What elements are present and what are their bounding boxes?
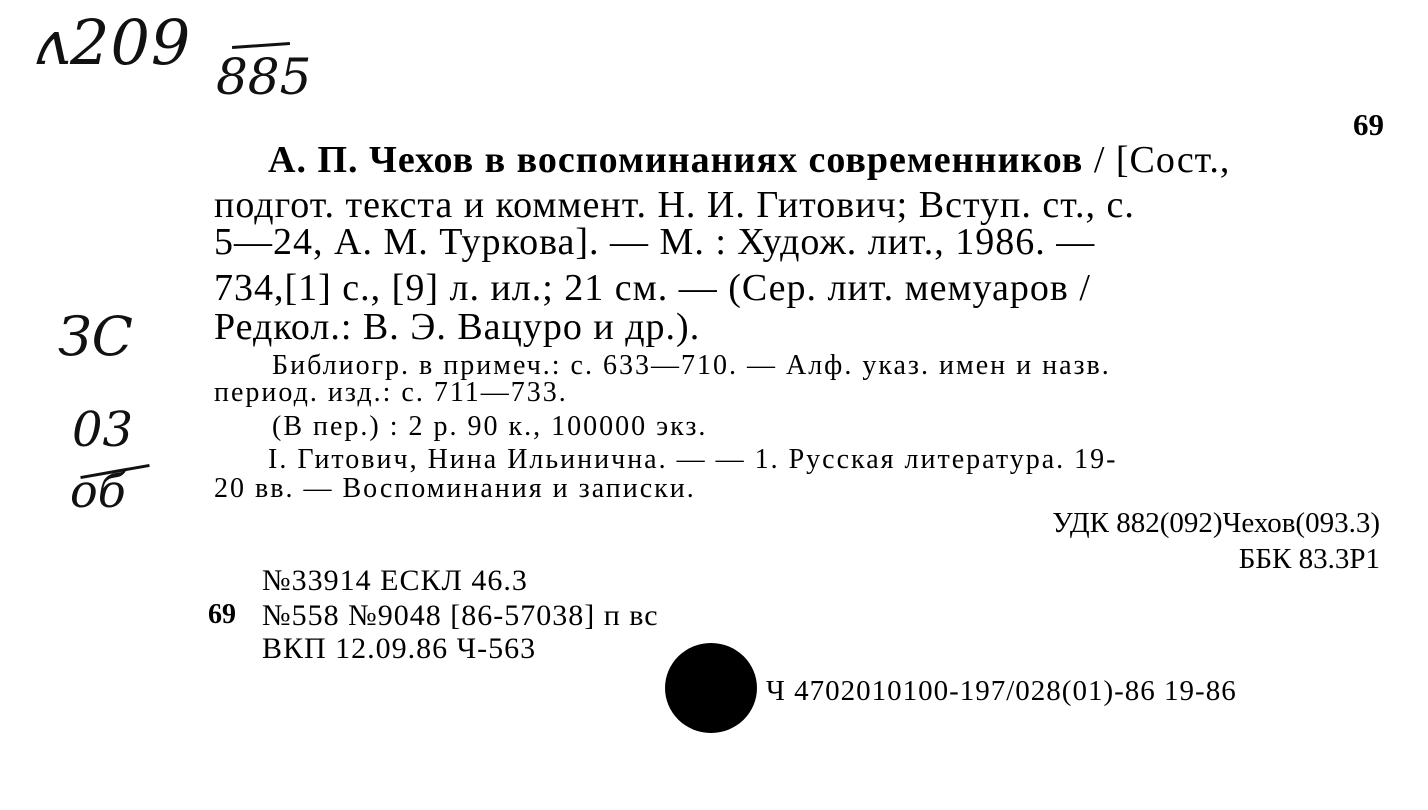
card-number: 69 xyxy=(1353,107,1384,142)
record-line: №558 №9048 [86-57038] п вс xyxy=(262,599,659,632)
tracing-line: I. Гитович, Нина Ильинична. — — 1. Русская литература. 19- xyxy=(268,444,1118,475)
isbn-line: Ч 4702010100-197/028(01)-86 19-86 xyxy=(766,675,1237,707)
title-line: 734,[1] с., [9] л. ил.; 21 см. — (Сер. лит. мемуаров / xyxy=(214,267,1091,309)
card-punch-hole xyxy=(665,643,757,733)
title-line xyxy=(268,138,1230,182)
title-continuation: / [Сост., xyxy=(1083,139,1231,181)
handwritten-margin-note: 03 xyxy=(72,402,134,458)
title-line: 5—24, А. М. Туркова]. — М. : Худож. лит., 1986. — xyxy=(214,221,1096,263)
handwritten-margin-note: об xyxy=(70,464,126,518)
book-title: А. П. Чехов в воспоминаниях современников xyxy=(268,139,1084,181)
handwritten-shelf-subnumber: 885 xyxy=(216,48,312,106)
bbk-code: ББК 83.3Р1 xyxy=(1238,543,1380,575)
note-line: Библиогр. в примеч.: с. 633—710. — Алф. указ. имен и назв. xyxy=(272,350,1111,381)
title-line: подгот. текста и коммент. Н. И. Гитович; Вступ. ст., с. xyxy=(214,184,1135,226)
record-card-number: 69 xyxy=(208,599,236,630)
note-line: период. изд.: с. 711—733. xyxy=(214,377,568,408)
record-line: №33914 ЕСКЛ 46.3 xyxy=(262,564,528,597)
record-line: ВКП 12.09.86 Ч-563 xyxy=(262,632,537,665)
handwritten-shelf-number: ʌ209 xyxy=(34,6,192,79)
title-line: Редкол.: В. Э. Вацуро и др.). xyxy=(214,306,701,348)
price-line: (В пер.) : 2 р. 90 к., 100000 экз. xyxy=(272,411,708,442)
udk-code: УДК 882(092)Чехов(093.3) xyxy=(1052,507,1380,539)
handwritten-margin-note: ЗС xyxy=(58,305,133,368)
tracing-line: 20 вв. — Воспоминания и записки. xyxy=(214,473,696,504)
